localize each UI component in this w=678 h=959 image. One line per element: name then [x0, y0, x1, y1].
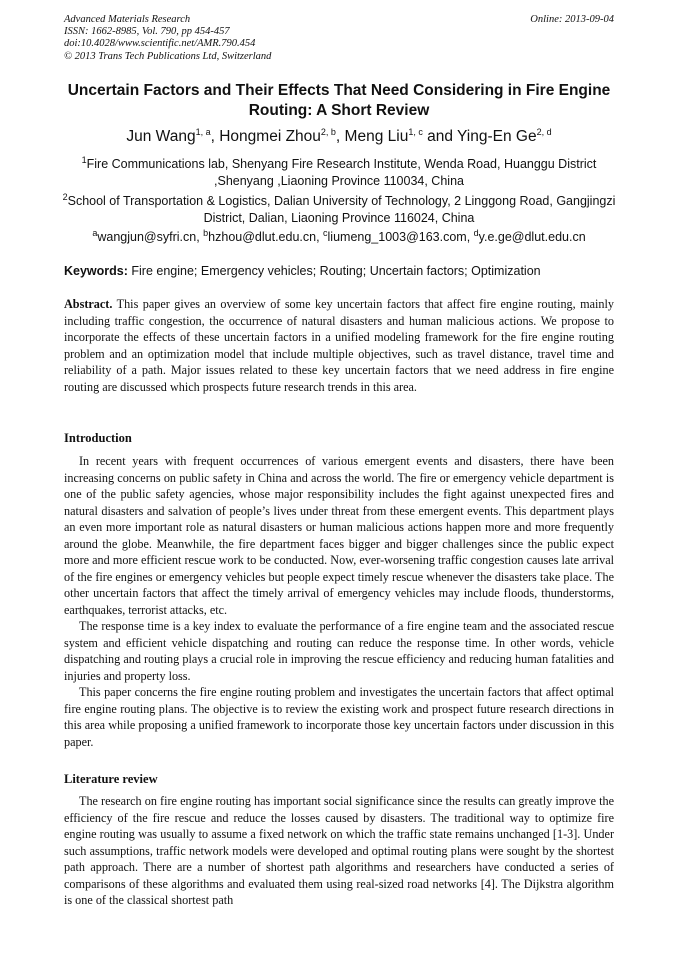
- abstract-label: Abstract.: [64, 297, 113, 311]
- literature-body: [64, 793, 614, 909]
- paragraph: In recent years with frequent occurrences of various emergent events and disasters, there have been increasing concerns on public safety in China and across the world. The fire or emergency vehicle department is one of the public safety agencies, whose major responsibility includes the fight against unexpected fires and natural disasters and salvation of people’s lives under threat from these emergent events. This department plays an even more important role as natural disasters or human malicious actions happen more and more frequently around the globe. Meanwhile, the fire department faces bigger and bigger challenges since the public expect more and more efficient rescue work to be conducted. Now, ever-worsening traffic congestion causes late arrival of the fire engines or emergency vehicles but people expect timely rescue whenever the disasters take place. The other uncertain factors that affect the timely arrival of emergency vehicles may include floods, thunderstorms, earthquakes, terrorist attacks, etc.: [64, 454, 614, 617]
- email-list: $^a$wangjun@syfri.cn, $^b$hzhou@dlut.edu.cn, $^c$liumeng_1003@163.com, $^d$y.e.ge@dlut.edu.cn: [92, 227, 586, 244]
- introduction-body: [64, 453, 614, 750]
- keywords: [64, 264, 624, 278]
- affiliation-text: Fire Communications lab, Shenyang Fire Research Institute, Wenda Road, Huanggu District ,Shenyang ,Liaoning Province 110034, China: [86, 157, 597, 188]
- email-link[interactable]: y.e.ge@dlut.edu.cn: [478, 230, 586, 244]
- keywords-label: Keywords:: [64, 264, 128, 278]
- author-sup: 2, d: [536, 126, 552, 137]
- paragraph: The response time is a key index to evaluate the performance of a fire engine team and the associated rescue system and efficient vehicle dispatching and routing can reduce the response time. In other words, vehicle dispatching and routing plays a crucial role in improving the rescue efficiency and reducing human fatalities and injuries and property loss.: [64, 619, 614, 683]
- author-sup: 1, c: [408, 126, 423, 137]
- author-name: Jun Wang: [126, 128, 196, 145]
- affiliation-sup: 2: [62, 191, 68, 202]
- abstract: [64, 296, 614, 395]
- section-heading-literature-review: Literature review: [64, 772, 158, 786]
- author-list: Jun Wang$^{1, a}$, Hongmei Zhou$^{2, b}$, Meng Liu$^{1, c}$ and Ying-En Ge$^{2, d}$: [126, 126, 552, 145]
- doi-line: doi:10.4028/www.scientific.net/AMR.790.454: [64, 38, 256, 50]
- email-link[interactable]: liumeng_1003@163.com: [327, 230, 467, 244]
- author-name: Hongmei Zhou: [219, 128, 321, 145]
- author-sup: 2, b: [320, 126, 336, 137]
- email-link[interactable]: wangjun@syfri.cn: [97, 230, 197, 244]
- affiliation: [60, 156, 618, 190]
- email-sup: b: [203, 227, 209, 238]
- paper-title: Uncertain Factors and Their Effects That Need Considering in Fire Engine Routing: A Short Review: [67, 82, 611, 119]
- affiliation-text: School of Transportation & Logistics, Dalian University of Technology, 2 Linggong Road, Gangjingzi District, Dalian, Liaoning Province 116024, China: [67, 194, 616, 225]
- journal-header: [64, 14, 271, 63]
- email-sup: d: [473, 227, 479, 238]
- paragraph: This paper concerns the fire engine routing problem and investigates the uncertain factors that affect optimal fire engine routing plans. The objective is to review the existing work and prospect future research directions in this area while proposing a unified framework to incorporate those key uncertain factors under discussion in this paper.: [64, 685, 614, 749]
- online-date: Online: 2013-09-04: [530, 14, 614, 25]
- abstract-text: This paper gives an overview of some key uncertain factors that affect fire engine routing, mainly including traffic congestion, the occurrence of natural disasters and human malicious actions. We propose to incorporate the effects of these uncertain factors in a unified modeling framework for the fire engine routing problem and an optimization model that include multiple objectives, such as travel distance, travel time and reliability of a path. Major issues related to these key uncertain factors that we need address in fire engine routing are discussed which prospects future research trends in this area.: [64, 297, 614, 394]
- paragraph: The research on fire engine routing has important social significance since the results can greatly improve the efficiency of the fire rescue and reduce the losses caused by disasters. The traditional way to optimize fire engine routing was usually to assume a fixed network on which the traffic state remains unchanged [1-3]. Under such assumptions, traffic network models were developed and optimal routing plans were sought by the shortest path approach. There are a number of shortest path algorithms and researchers have conducted a series of comparisons of these algorithms and evaluated them using real-sized road networks [4]. The Dijkstra algorithm is one of the classical shortest path: [64, 794, 614, 907]
- copyright-line: © 2013 Trans Tech Publications Ltd, Switzerland: [64, 50, 272, 62]
- author-name: Meng Liu: [344, 128, 409, 145]
- email-link[interactable]: hzhou@dlut.edu.cn: [208, 230, 317, 244]
- section-heading-introduction: Introduction: [64, 431, 132, 445]
- issn-line: ISSN: 1662-8985, Vol. 790, pp 454-457: [64, 26, 230, 38]
- affiliation-sup: 1: [81, 154, 87, 165]
- keywords-text: Fire engine; Emergency vehicles; Routing; Uncertain factors; Optimization: [131, 264, 541, 278]
- author-sup: 1, a: [195, 126, 211, 137]
- email-sup: a: [92, 227, 98, 238]
- journal-name: Advanced Materials Research: [64, 14, 191, 25]
- author-name: Ying-En Ge: [457, 128, 537, 145]
- affiliation: [60, 193, 618, 227]
- email-sup: c: [323, 227, 328, 238]
